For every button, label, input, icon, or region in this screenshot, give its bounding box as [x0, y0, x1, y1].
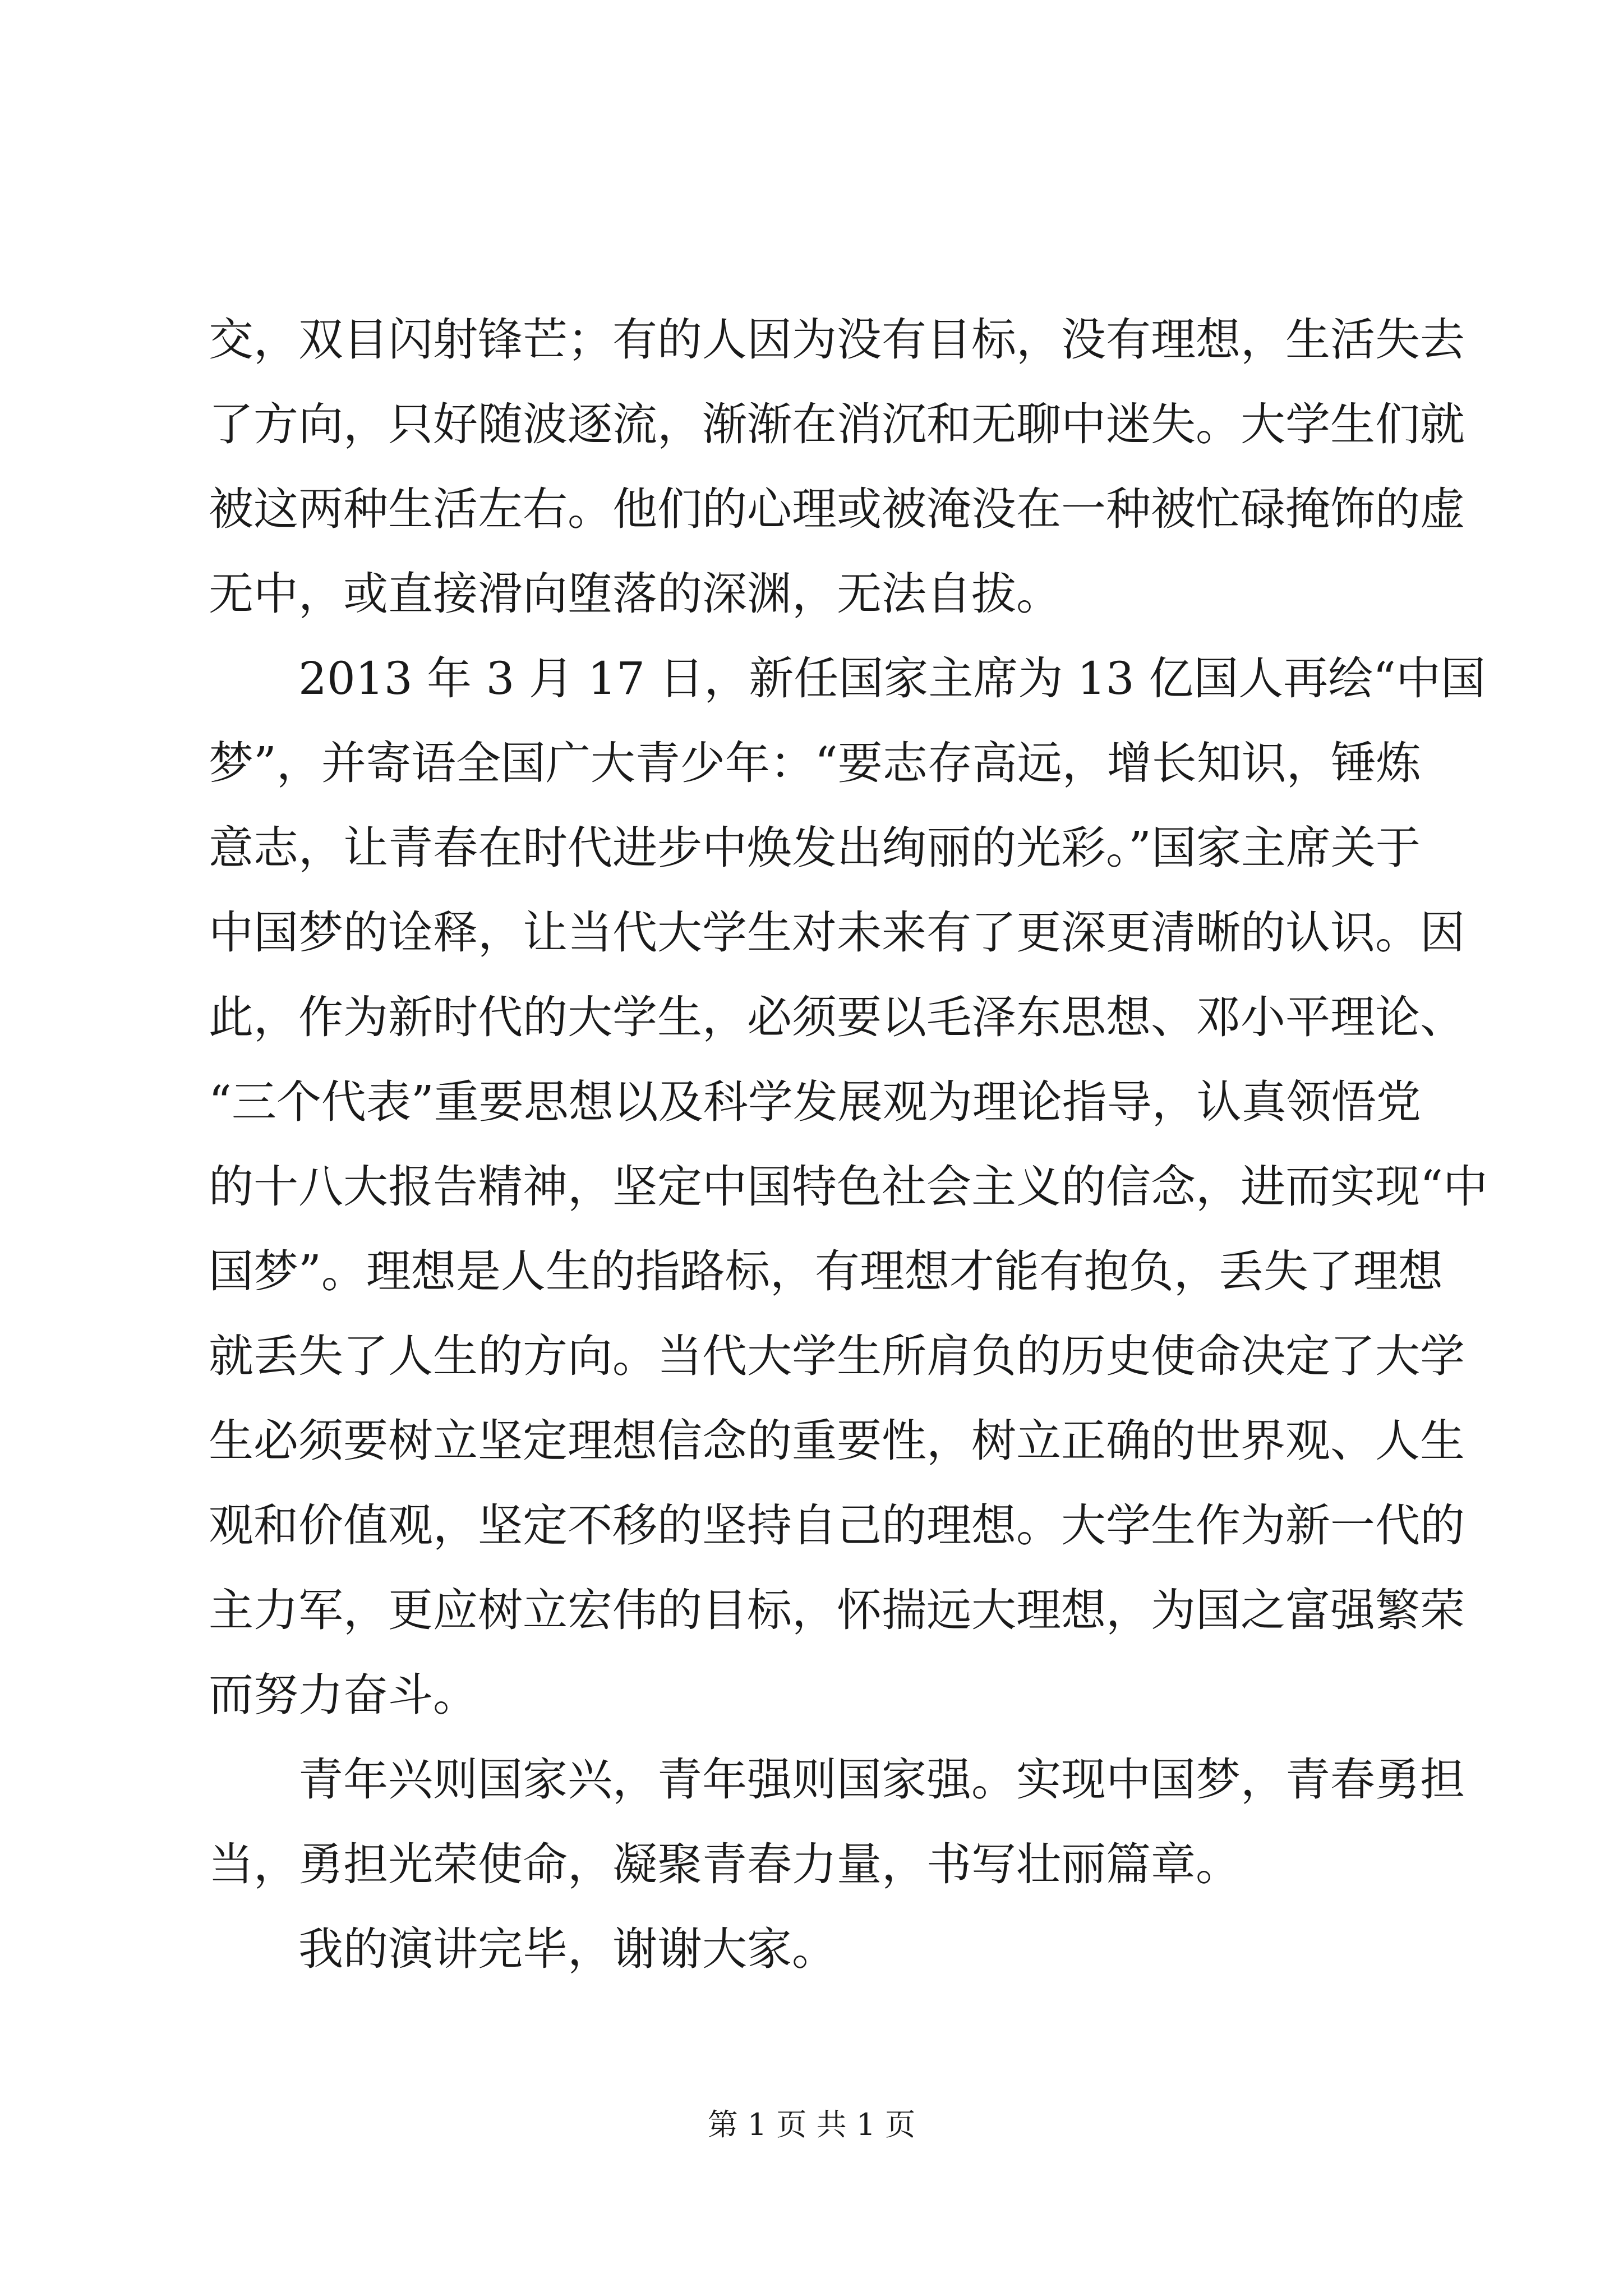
text-line: 国梦”。理想是人生的指路标，有理想才能有抱负，丢失了理想 [209, 1245, 1443, 1297]
text-line: 青年兴则国家兴，青年强则国家强。实现中国梦，青春勇担 [298, 1754, 1465, 1806]
text-line: 的十八大报告精神，坚定中国特色社会主义的信念，进而实现“中 [209, 1161, 1488, 1213]
text-line: 当，勇担光荣使命，凝聚青春力量，书写壮丽篇章。 [209, 1838, 1241, 1890]
text-line: 我的演讲完毕，谢谢大家。 [298, 1923, 837, 1975]
page-footer [0, 2101, 1623, 2144]
text-line: 梦”，并寄语全国广大青少年：“要志存高远，增长知识，锤炼 [209, 737, 1421, 789]
paragraph-2 [209, 636, 1488, 1737]
text-line: 了方向，只好随波逐流，渐渐在消沉和无聊中迷失。大学生们就 [209, 398, 1465, 450]
paragraph-3 [209, 1737, 1465, 1907]
text-line: “三个代表”重要思想以及科学发展观为理论指导，认真领悟党 [209, 1076, 1421, 1128]
text-line: 生必须要树立坚定理想信念的重要性，树立正确的世界观、人生 [209, 1415, 1465, 1467]
document-body [209, 297, 1488, 1991]
text-line: 意志，让青春在时代进步中焕发出绚丽的光彩。”国家主席关于 [209, 822, 1421, 874]
text-line: 被这两种生活左右。他们的心理或被淹没在一种被忙碌掩饰的虚 [209, 483, 1465, 535]
paragraph-4 [209, 1907, 1420, 1991]
text-line: 就丢失了人生的方向。当代大学生所肩负的历史使命决定了大学 [209, 1330, 1465, 1382]
text-line: 无中，或直接滑向堕落的深渊，无法自拔。 [209, 568, 1061, 620]
text-line: 而努力奋斗。 [209, 1669, 478, 1721]
paragraph-1 [209, 297, 1465, 636]
text-line: 主力军，更应树立宏伟的目标，怀揣远大理想，为国之富强繁荣 [209, 1584, 1465, 1636]
text-line: 2013 年 3 月 17 日，新任国家主席为 13 亿国人再绘“中国 [298, 652, 1486, 705]
text-line: 观和价值观，坚定不移的坚持自己的理想。大学生作为新一代的 [209, 1499, 1465, 1552]
page-number-label: 第 1 页 共 1 页 [707, 2107, 916, 2142]
text-line: 中国梦的诠释，让当代大学生对未来有了更深更清晰的认识。因 [209, 907, 1465, 959]
text-line: 此，作为新时代的大学生，必须要以毛泽东思想、邓小平理论、 [209, 991, 1465, 1043]
text-line: 交，双目闪射锋芒；有的人因为没有目标，没有理想，生活失去 [209, 314, 1465, 366]
